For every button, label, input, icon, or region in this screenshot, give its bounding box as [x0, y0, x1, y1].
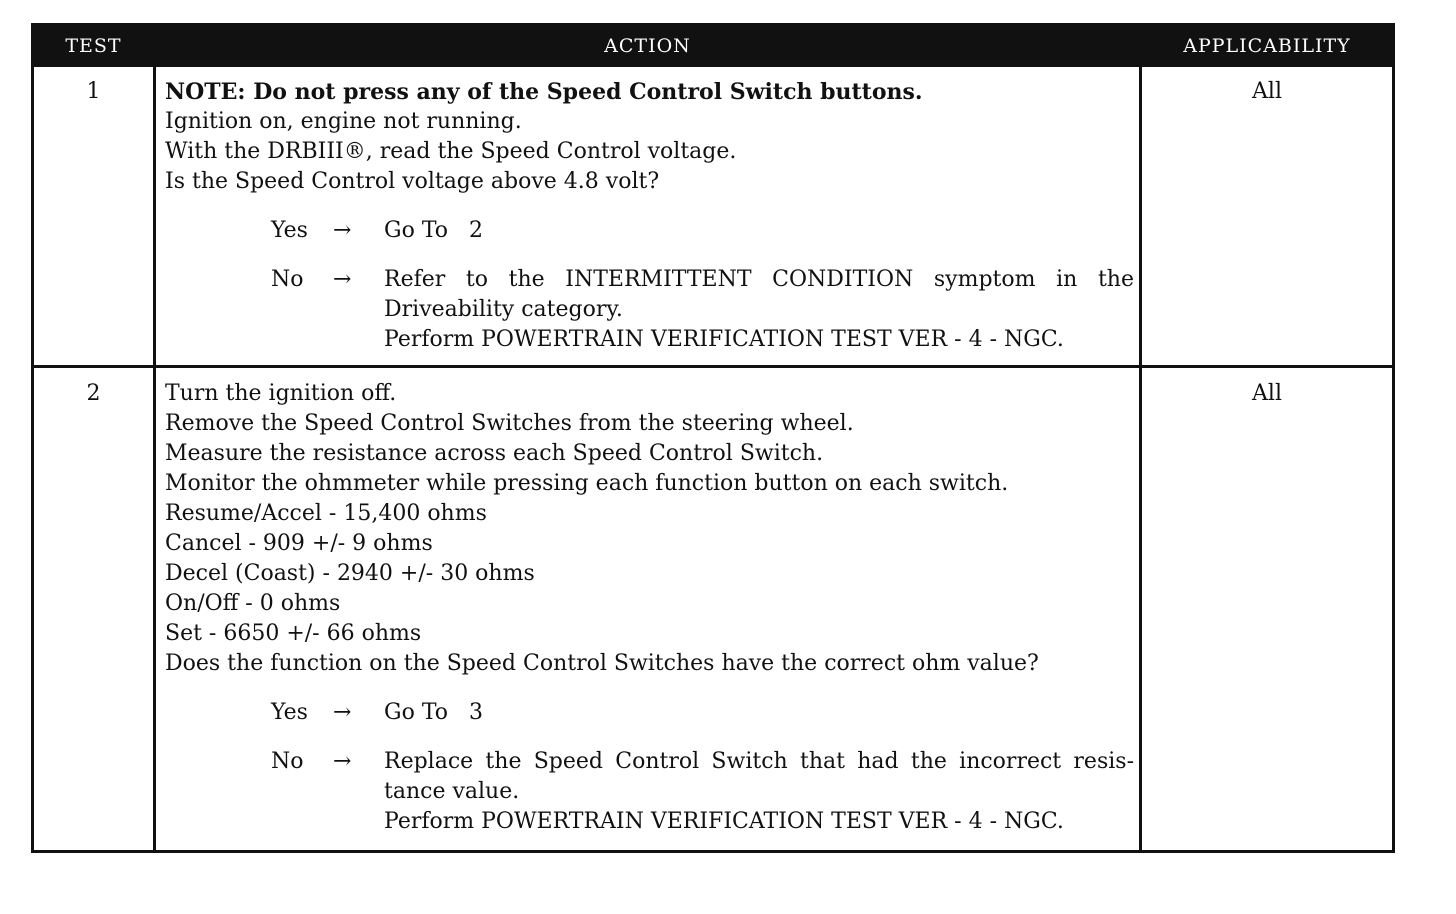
no-label: No [271, 267, 304, 292]
test-number: 1 [86, 79, 101, 104]
resistance-value: Resume/Accel - 15,400 ohms [165, 501, 487, 526]
yes-branch [165, 216, 1135, 246]
applicability-value: All [1252, 381, 1282, 406]
yes-result [384, 698, 1134, 728]
no-branch [165, 747, 1135, 837]
header-test: TEST [65, 35, 122, 57]
result-line: Driveability category. [384, 297, 623, 322]
action-line: Remove the Speed Control Switches from the steering wheel. [165, 411, 854, 436]
yes-branch [165, 698, 1135, 728]
action-line: With the DRBIII®, read the Speed Control voltage. [165, 139, 737, 164]
action-line: Ignition on, engine not running. [165, 109, 522, 134]
note-text: NOTE: Do not press any of the Speed Control Switch buttons. [165, 79, 923, 105]
action-line: Measure the resistance across each Speed Control Switch. [165, 441, 824, 466]
action-line: Monitor the ohmmeter while pressing each function button on each switch. [165, 471, 1009, 496]
goto-link[interactable]: Go To 3 [384, 700, 483, 725]
result-line: Replace the Speed Control Switch that had the incorrect resis- [384, 749, 1134, 774]
arrow-icon: → [333, 700, 352, 725]
applicability-value: All [1252, 79, 1282, 104]
arrow-icon: → [333, 749, 352, 774]
result-line: Refer to the INTERMITTENT CONDITION symptom in the [384, 267, 1134, 292]
yes-label: Yes [271, 700, 308, 725]
resistance-value: Set - 6650 +/- 66 ohms [165, 621, 422, 646]
action-line: Does the function on the Speed Control Switches have the correct ohm value? [165, 651, 1039, 676]
table-header [34, 26, 1392, 67]
column-divider [1139, 67, 1142, 850]
resistance-value: Decel (Coast) - 2940 +/- 30 ohms [165, 561, 535, 586]
arrow-icon: → [333, 218, 352, 243]
yes-result [384, 216, 1134, 246]
no-result [384, 265, 1134, 355]
test-number: 2 [86, 381, 101, 406]
goto-link[interactable]: Go To 2 [384, 218, 483, 243]
result-line: Perform POWERTRAIN VERIFICATION TEST VER - 4 - NGC. [384, 327, 1064, 352]
result-line: tance value. [384, 779, 520, 804]
no-label: No [271, 749, 304, 774]
resistance-value: On/Off - 0 ohms [165, 591, 341, 616]
diagnostic-test-table [31, 23, 1395, 853]
resistance-value: Cancel - 909 +/- 9 ohms [165, 531, 433, 556]
action-cell [165, 77, 1135, 355]
yes-label: Yes [271, 218, 308, 243]
no-branch [165, 265, 1135, 355]
arrow-icon: → [333, 267, 352, 292]
action-line: Turn the ignition off. [165, 381, 397, 406]
header-action: ACTION [604, 35, 691, 57]
row-divider [34, 365, 1392, 368]
action-line: Is the Speed Control voltage above 4.8 volt? [165, 169, 660, 194]
no-result [384, 747, 1134, 837]
column-divider [153, 67, 156, 850]
action-cell [165, 379, 1135, 837]
result-line: Perform POWERTRAIN VERIFICATION TEST VER - 4 - NGC. [384, 809, 1064, 834]
header-applicability: APPLICABILITY [1183, 35, 1351, 57]
